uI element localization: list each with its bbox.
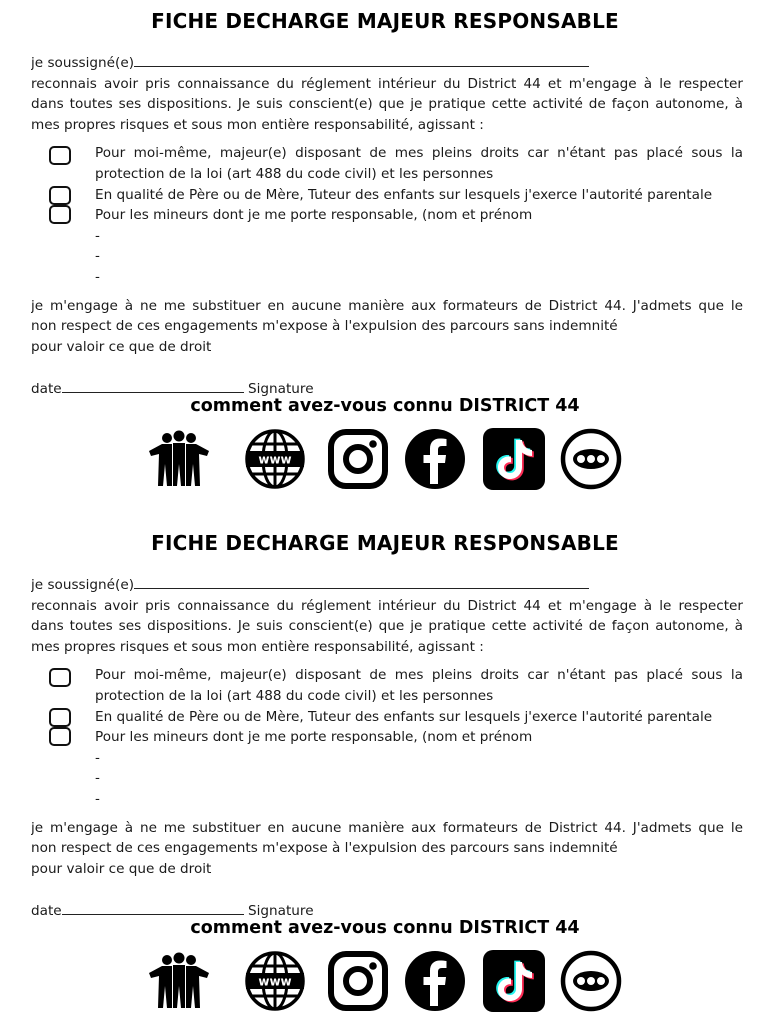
checkbox-self[interactable] [49, 146, 71, 165]
tiktok-icon[interactable] [483, 428, 545, 490]
source-question: comment avez-vous connu DISTRICT 44 [190, 918, 580, 938]
source-icons [148, 428, 628, 490]
instagram-icon[interactable] [327, 428, 389, 490]
form-body [31, 574, 743, 922]
source-icons [148, 950, 628, 1012]
signer-label: je soussigné(e) [31, 55, 134, 71]
tiktok-icon[interactable] [483, 950, 545, 1012]
checkbox-parent[interactable] [49, 708, 71, 727]
other-dots-icon[interactable] [560, 428, 622, 490]
commitment-line-2: non respect de ces engagements m'expose à l'expulsion des parcours sans indemnité [31, 318, 618, 335]
signer-line [31, 574, 743, 596]
option-self-line-2: protection de la loi (art 488 du code civil) et les personnes [95, 165, 494, 182]
checkbox-minors[interactable] [49, 205, 71, 224]
minor-name-dash[interactable]: - [95, 770, 100, 787]
option-minors [95, 727, 743, 748]
intro-line-3: mes propres risques et sous mon entière responsabilité, agissant : [31, 638, 484, 655]
www-globe-icon[interactable] [244, 950, 306, 1012]
minor-name-dash[interactable]: - [95, 227, 100, 244]
option-self-line-2: protection de la loi (art 488 du code civil) et les personnes [95, 687, 494, 704]
option-self [95, 143, 743, 184]
option-parent [95, 707, 743, 728]
signer-name-blank[interactable] [134, 574, 589, 589]
intro-line-1: reconnais avoir pris connaissance du réglement intérieur du District 44 et m'engage à le respecter [31, 75, 743, 92]
option-minors-line: Pour les mineurs dont je me porte responsable, (nom et prénom [95, 207, 533, 224]
friends-icon[interactable] [148, 428, 210, 490]
option-self-line-1: Pour moi-même, majeur(e) disposant de mes pleins droits car n'étant pas placé sous la [95, 145, 743, 162]
intro-line-3: mes propres risques et sous mon entière responsabilité, agissant : [31, 116, 484, 133]
options-list [95, 665, 743, 747]
date-label: date [31, 381, 62, 398]
intro-line-2: dans toutes ses dispositions. Je suis conscient(e) que je pratique cette activité de façon autonome, à [31, 96, 743, 113]
checkbox-minors[interactable] [49, 727, 71, 746]
minor-name-dash[interactable]: - [95, 248, 100, 265]
checkbox-self[interactable] [49, 668, 71, 687]
commitment-line-2: non respect de ces engagements m'expose à l'expulsion des parcours sans indemnité [31, 840, 618, 857]
signature-label: Signature [247, 903, 314, 920]
form-title: FICHE DECHARGE MAJEUR RESPONSABLE [151, 9, 619, 33]
option-minors-line: Pour les mineurs dont je me porte responsable, (nom et prénom [95, 729, 533, 746]
instagram-icon[interactable] [327, 950, 389, 1012]
intro-line-2: dans toutes ses dispositions. Je suis conscient(e) que je pratique cette activité de façon autonome, à [31, 618, 743, 635]
signer-label: je soussigné(e) [31, 577, 134, 593]
date-blank[interactable] [62, 378, 244, 393]
date-blank[interactable] [62, 900, 244, 915]
intro-line-1: reconnais avoir pris connaissance du réglement intérieur du District 44 et m'engage à le respecter [31, 597, 743, 614]
facebook-icon[interactable] [404, 428, 466, 490]
minor-name-dash[interactable]: - [95, 790, 100, 807]
option-parent [95, 185, 743, 206]
checkbox-parent[interactable] [49, 186, 71, 205]
form-body [31, 52, 743, 400]
signature-label: Signature [247, 381, 314, 398]
date-label: date [31, 903, 62, 920]
signer-line [31, 52, 743, 74]
source-question: comment avez-vous connu DISTRICT 44 [190, 396, 580, 416]
option-parent-line: En qualité de Père ou de Mère, Tuteur des enfants sur lesquels j'exerce l'autorité parentale [95, 708, 713, 725]
options-list [95, 143, 743, 225]
facebook-icon[interactable] [404, 950, 466, 1012]
discharge-form-2 [0, 522, 770, 1024]
option-parent-line: En qualité de Père ou de Mère, Tuteur des enfants sur lesquels j'exerce l'autorité parentale [95, 186, 713, 203]
other-dots-icon[interactable] [560, 950, 622, 1012]
www-globe-icon[interactable] [244, 428, 306, 490]
minor-name-dash[interactable]: - [95, 749, 100, 766]
commitment-line-3: pour valoir ce que de droit [31, 338, 212, 355]
commitment-line-1: je m'engage à ne me substituer en aucune manière aux formateurs de District 44. J'admets que le [31, 819, 743, 836]
friends-icon[interactable] [148, 950, 210, 1012]
form-title: FICHE DECHARGE MAJEUR RESPONSABLE [151, 531, 619, 555]
commitment-line-1: je m'engage à ne me substituer en aucune manière aux formateurs de District 44. J'admets que le [31, 297, 743, 314]
commitment-line-3: pour valoir ce que de droit [31, 860, 212, 877]
option-minors [95, 205, 743, 226]
option-self-line-1: Pour moi-même, majeur(e) disposant de mes pleins droits car n'étant pas placé sous la [95, 667, 743, 684]
minor-name-dash[interactable]: - [95, 268, 100, 285]
signer-name-blank[interactable] [134, 52, 589, 67]
option-self [95, 665, 743, 706]
